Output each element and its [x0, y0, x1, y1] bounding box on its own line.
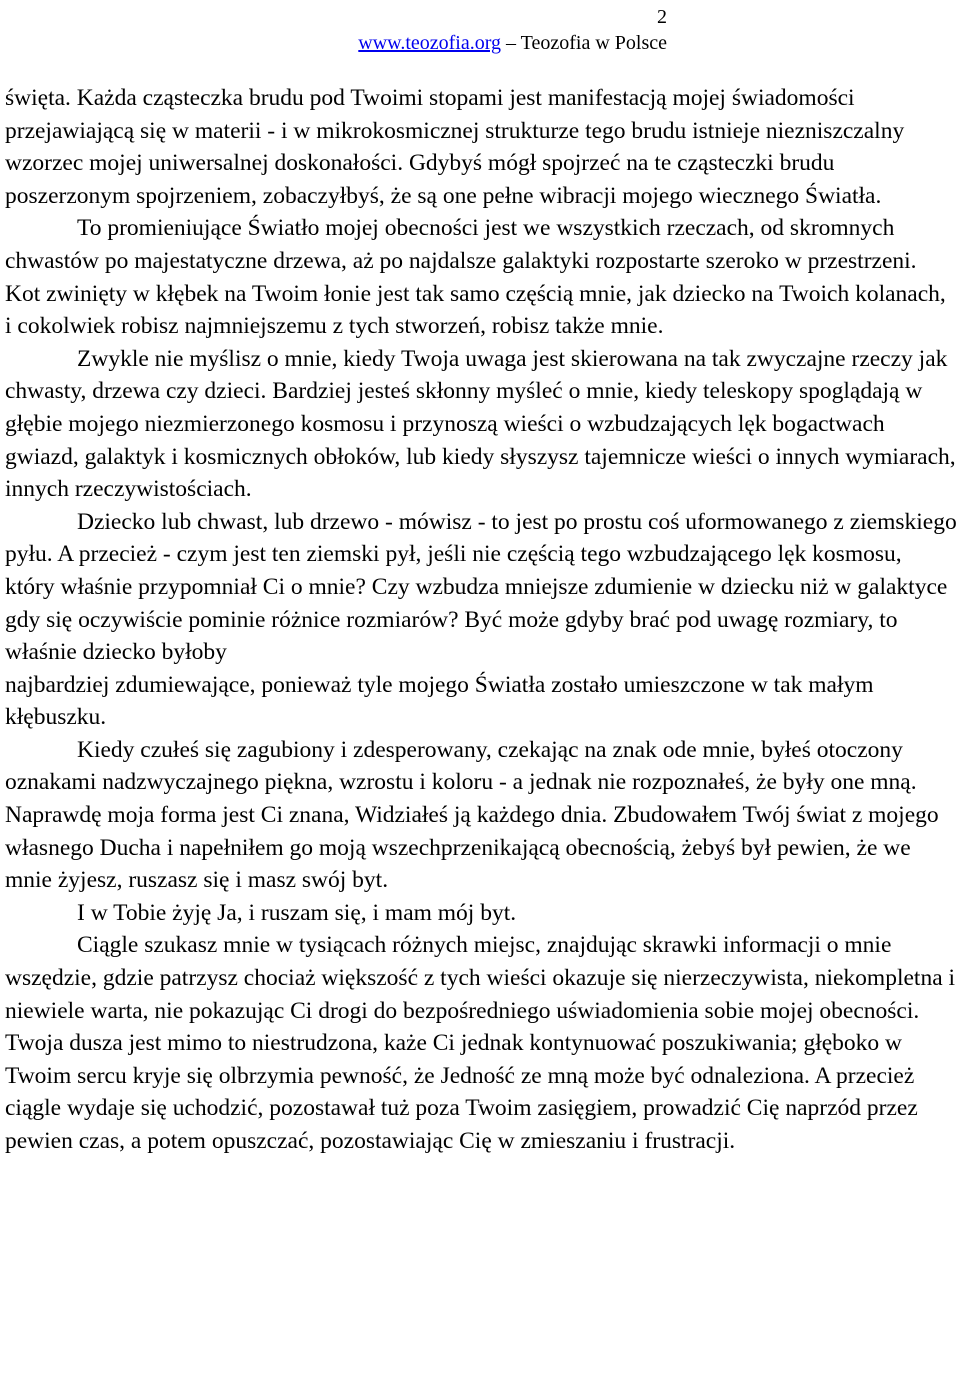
paragraph: Ciągle szukasz mnie w tysiącach różnych miejsc, znajdując skrawki informacji o mnie wszędzie, gdzie patrzysz chociaż większość z tych wieści okazuje się nierzeczywista, niekompletna i niewiele warta, nie pokazując Ci drogi do bezpośredniego uświadomienia sobie mojej obecności. Twoja dusza jest mimo to niestrudzona, każe Ci jednak kontynuować poszukiwania; głęboko w Twoim sercu kryje się olbrzymia pewność, że Jedność ze mną może być odnaleziona. A przecież ciągle wydaje się uchodzić, pozostawał tuż poza Twoim zasięgiem, prowadzić Cię naprzód przez pewien czas, a potem opuszczać, pozostawiając Cię w zmieszaniu i frustracji. [5, 932, 956, 1154]
page-header [358, 4, 667, 56]
paragraph: Dziecko lub chwast, lub drzewo - mówisz - to jest po prostu coś uformowanego z ziemskiego pyłu. A przecież - czym jest ten ziemski pył, jeśli nie częścią tego wzbudzającego lęk kosmosu, który właśnie przypomniał Ci o mnie? Czy wzbudza mniejsze zdumienie w dziecku niż w galaktyce gdy się oczywiście pominie różnice rozmiarów? Być może gdyby brać pod uwagę rozmiary, to właśnie dziecko byłoby [5, 508, 957, 666]
paragraph: To promieniujące Światło mojej obecności jest we wszystkich rzeczach, od skromnych chwastów po majestatyczne drzewa, aż po najdalsze galaktyki rozpostarte szeroko w przestrzeni. Kot zwinięty w kłębek na Twoim łonie jest tak samo częścią mnie, jak dziecko na Twoich kolanach, i cokolwiek robisz najmniejszemu z tych stworzeń, robisz także mnie. [5, 215, 946, 340]
paragraph: najbardziej zdumiewające, ponieważ tyle mojego Światła zostało umieszczone w tak małym kłębuszku. [5, 671, 874, 731]
paragraph: Zwykle nie myślisz o mnie, kiedy Twoja uwaga jest skierowana na tak zwyczajne rzeczy jak chwasty, drzewa czy dzieci. Bardziej jesteś skłonny myśleć o mnie, kiedy teleskopy spoglądają w głębie mojego niezmierzonego kosmosu i przynoszą wieści o wzbudzających lęk bogactwach gwiazd, galaktyk i kosmicznych obłoków, lub kiedy słyszysz tajemnicze wieści o innych wymiarach, innych rzeczywistościach. [5, 345, 956, 503]
header-dash: – [506, 32, 517, 54]
site-title: Teozofia w Polsce [520, 32, 667, 54]
body-text [5, 82, 957, 1158]
site-link[interactable]: www.teozofia.org [358, 32, 502, 54]
paragraph: I w Tobie żyję Ja, i ruszam się, i mam mój byt. [77, 899, 517, 926]
paragraph: święta. Każda cząsteczka brudu pod Twoimi stopami jest manifestacją mojej świadomości przejawiającą się w materii - i w mikrokosmicznej strukturze tego brudu istnieje niezniszczalny wzorzec mojej uniwersalnej doskonałości. Gdybyś mógł spojrzeć na te cząsteczki brudu poszerzonym spojrzeniem, zobaczyłbyś, że są one pełne wibracji mojego wiecznego Światła. [5, 85, 905, 209]
page-number: 2 [657, 6, 667, 28]
paragraph: Kiedy czułeś się zagubiony i zdesperowany, czekając na znak ode mnie, byłeś otoczony oznakami nadzwyczajnego piękna, wzrostu i koloru - a jednak nie rozpoznałeś, że były one mną. Naprawdę moja forma jest Ci znana, Widziałeś ją każdego dnia. Zbudowałem Twój świat z mojego własnego Ducha i napełniłem go moją wszechprzenikającą obecnością, żebyś był pewien, że we mnie żyjesz, ruszasz się i masz swój byt. [5, 736, 939, 894]
header-site-line [358, 30, 667, 56]
